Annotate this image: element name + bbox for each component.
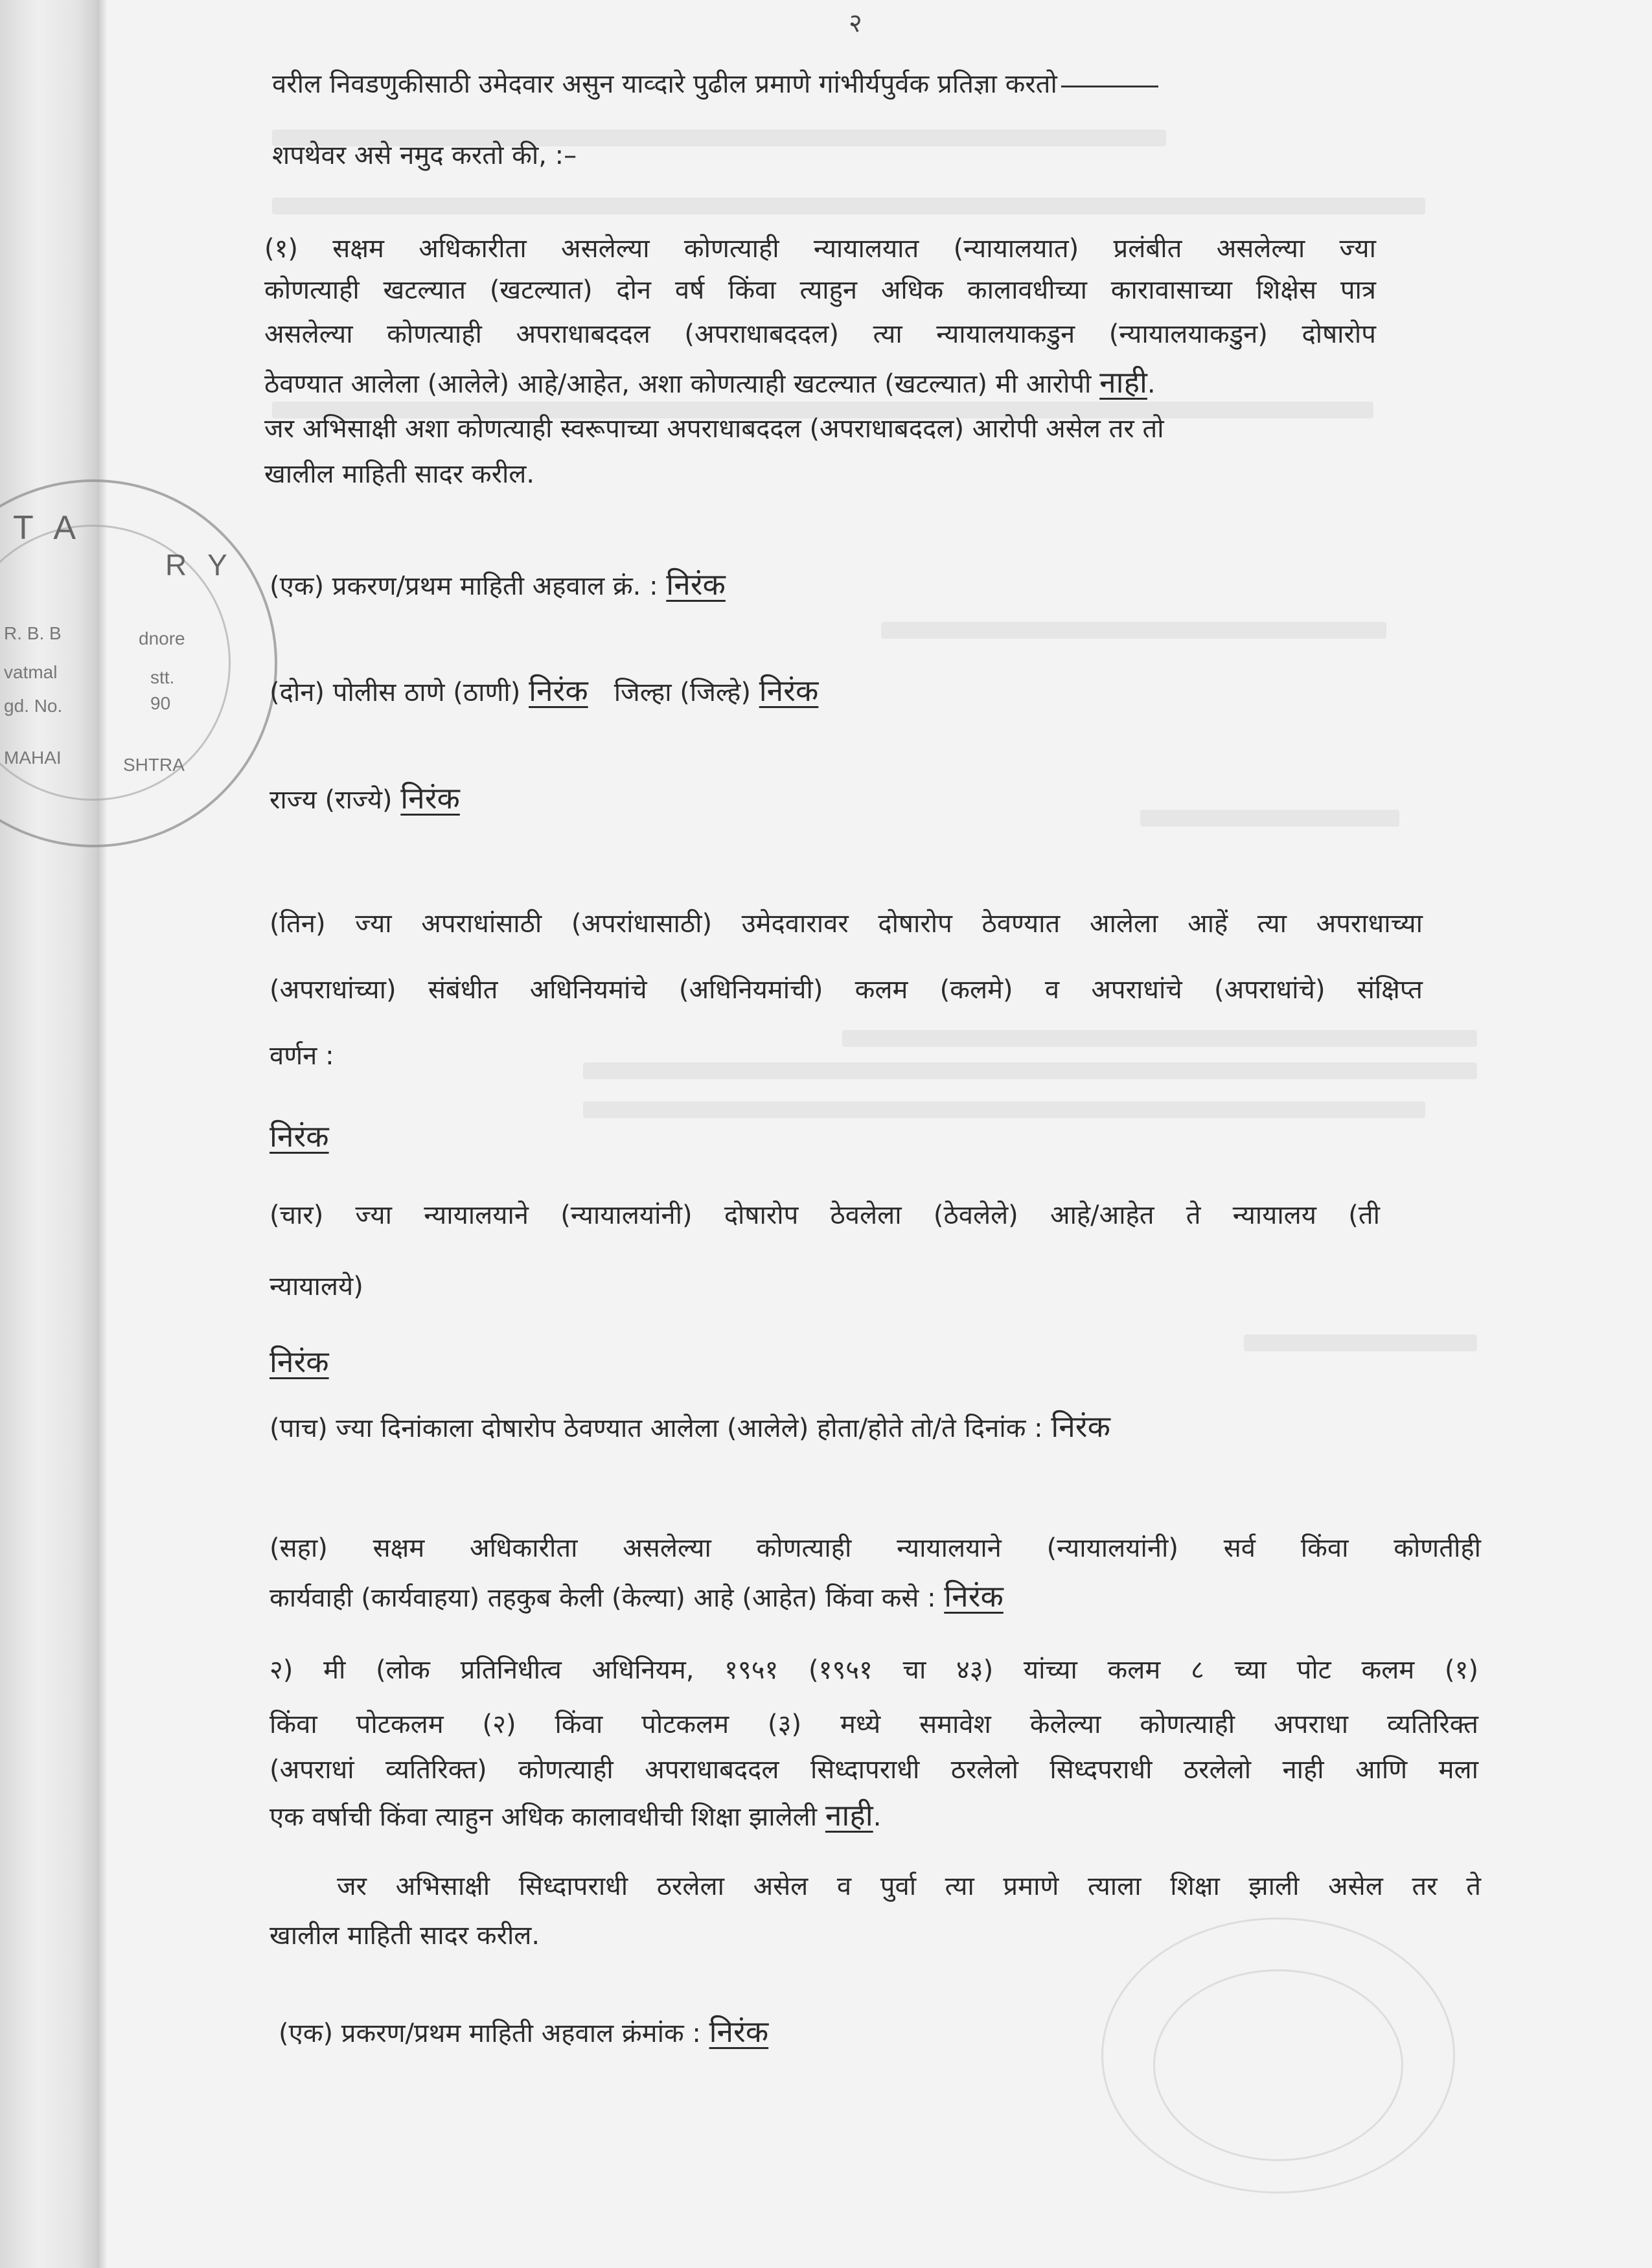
item-char-line: न्यायालये) — [270, 1272, 363, 1301]
notary-stamp-letters: R Y — [165, 548, 234, 582]
notary-stamp-text: dnore — [139, 628, 185, 648]
item-label: (पाच) ज्या दिनांकाला दोषारोप ठेवण्यात आलेला (आलेले) होता/होते तो/ते दिनांक : — [270, 1414, 1051, 1443]
item-value: निरंक — [1051, 1409, 1110, 1444]
item-value: निरंक — [529, 673, 588, 708]
clause2-item-ek — [279, 2015, 768, 2050]
item-value: निरंक — [270, 1119, 329, 1154]
notary-stamp-text: MAHAI — [4, 748, 62, 768]
bleed-through-line — [583, 1062, 1477, 1079]
item-label: (दोन) पोलीस ठाणे (ठाणी) — [270, 678, 529, 707]
period: . — [873, 1802, 882, 1832]
item-value: निरंक — [709, 2014, 769, 2049]
notary-stamp-letters: T A — [13, 509, 83, 547]
item-label: (एक) प्रकरण/प्रथम माहिती अहवाल क्रं. : — [270, 571, 667, 601]
item-rajya — [270, 781, 460, 817]
clause1-line: जर अभिसाक्षी अशा कोणत्याही स्वरूपाच्या अपराधाबददल (अपराधाबददल) आरोपी असेल तर तो — [264, 414, 1164, 444]
item-tin-line: (तिन) ज्या अपराधांसाठी (अपरांधासाठी) उमेदवारावर दोषारोप ठेवण्यात आलेला आहें त्या अपराधाच्या — [270, 909, 1423, 939]
item-value: निरंक — [759, 673, 819, 708]
period: . — [1147, 369, 1156, 399]
notary-stamp-text: stt. — [150, 667, 175, 687]
clause2-para-line: खालील माहिती सादर करील. — [270, 1921, 540, 1951]
bleed-through-line — [842, 1030, 1477, 1047]
intro-line — [272, 67, 1158, 101]
binding-shadow — [97, 0, 108, 2268]
clause2-line — [270, 1798, 881, 1834]
item-label: (एक) प्रकरण/प्रथम माहिती अहवाल क्रंमांक : — [279, 2019, 709, 2048]
notary-stamp-text: vatmal — [4, 662, 58, 682]
clause2-line: किंवा पोटकलम (२) किंवा पोटकलम (३) मध्ये समावेश केलेल्या कोणत्याही अपराधा व्यतिरिक्त — [270, 1710, 1478, 1739]
item-label: कार्यवाही (कार्यवाहया) तहकुब केली (केल्या) आहे (आहेत) किंवा कसे : — [270, 1583, 945, 1613]
clause1-line — [264, 365, 1156, 401]
clause2-para-line: जर अभिसाक्षी सिध्दापराधी ठरलेला असेल व पुर्वा त्या प्रमाणे त्याला शिक्षा झाली असेल तर ते — [337, 1872, 1481, 1901]
bleed-through-seal — [1153, 1969, 1403, 2161]
notary-stamp-text: 90 — [150, 693, 171, 713]
item-saha-line: (सहा) सक्षम अधिकारीता असलेल्या कोणत्याही न्यायालयाने (न्यायालयांनी) सर्व किंवा कोणतीही — [270, 1533, 1481, 1563]
clause1-text: ठेवण्यात आलेला (आलेले) आहे/आहेत, अशा कोणत्याही खटल्यात (खटल्यात) मी आरोपी — [264, 369, 1100, 399]
clause2-text: एक वर्षाची किंवा त्याहुन अधिक कालावधीची शिक्षा झालेली — [270, 1802, 825, 1832]
item-saha-line — [270, 1579, 1004, 1615]
bleed-through-line — [1140, 810, 1399, 827]
item-value: निरंक — [270, 1344, 329, 1379]
item-value: निरंक — [944, 1579, 1004, 1614]
answer-nahi: नाही — [1099, 365, 1147, 400]
page-number: २ — [849, 8, 862, 38]
item-label: जिल्हा (जिल्हे) — [614, 678, 759, 707]
clause2-line: (अपराधां व्यतिरिक्त) कोणत्याही अपराधाबददल सिध्दापराधी ठरलेलो सिध्दपराधी ठरलेलो नाही आणि मला — [270, 1755, 1478, 1785]
notary-stamp-text: R. B. B — [4, 623, 62, 643]
item-tin-line: वर्णन : — [270, 1041, 334, 1071]
clause1-line: (१) सक्षम अधिकारीता असलेल्या कोणत्याही न्यायालयात (न्यायालयात) प्रलंबीत असलेल्या ज्या — [264, 234, 1376, 264]
item-tin-line: (अपराधांच्या) संबंधीत अधिनियमांचे (अधिनियमांची) कलम (कलमे) व अपराधांचे (अपराधांचे) संक्षिप्त — [270, 975, 1423, 1005]
item-don — [270, 674, 818, 709]
bleed-through-line — [1244, 1334, 1477, 1351]
dash-rule — [1061, 86, 1158, 87]
clause2-line: २) मी (लोक प्रतिनिधीत्व अधिनियम, १९५१ (१९५१ चा ४३) यांच्या कलम ८ च्या पोट कलम (१) — [270, 1655, 1478, 1685]
item-char-line: (चार) ज्या न्यायालयाने (न्यायालयांनी) दोषारोप ठेवलेला (ठेवलेले) आहे/आहेत ते न्यायालय (ती — [270, 1200, 1380, 1230]
bleed-through-line — [272, 198, 1425, 214]
item-value: निरंक — [400, 781, 460, 816]
item-pach — [270, 1410, 1110, 1445]
notary-stamp-text: SHTRA — [123, 755, 185, 775]
bleed-through-line — [881, 622, 1386, 639]
bleed-through-line — [583, 1101, 1425, 1118]
intro-text: वरील निवडणुकीसाठी उमेदवार असुन याव्दारे पुढील प्रमाणे गांभीर्यपुर्वक प्रतिज्ञा करतो — [272, 69, 1057, 99]
intro-line: शपथेवर असे नमुद करतो की, :– — [272, 141, 577, 170]
clause1-line: असलेल्या कोणत्याही अपराधाबददल (अपराधाबददल) त्या न्यायालयाकडुन (न्यायालयाकडुन) दोषारोप — [264, 319, 1376, 349]
item-ek — [270, 567, 726, 603]
notary-stamp-text: gd. No. — [4, 696, 63, 716]
answer-nahi: नाही — [825, 1798, 873, 1833]
item-value: निरंक — [666, 567, 726, 602]
binding-strip — [0, 0, 97, 2268]
clause1-line: खालील माहिती सादर करील. — [264, 459, 535, 489]
clause1-line: कोणत्याही खटल्यात (खटल्यात) दोन वर्ष किंवा त्याहुन अधिक कालावधीच्या कारावासाच्या शिक्षेस पात्र — [264, 275, 1376, 305]
item-label: राज्य (राज्ये) — [270, 785, 401, 815]
